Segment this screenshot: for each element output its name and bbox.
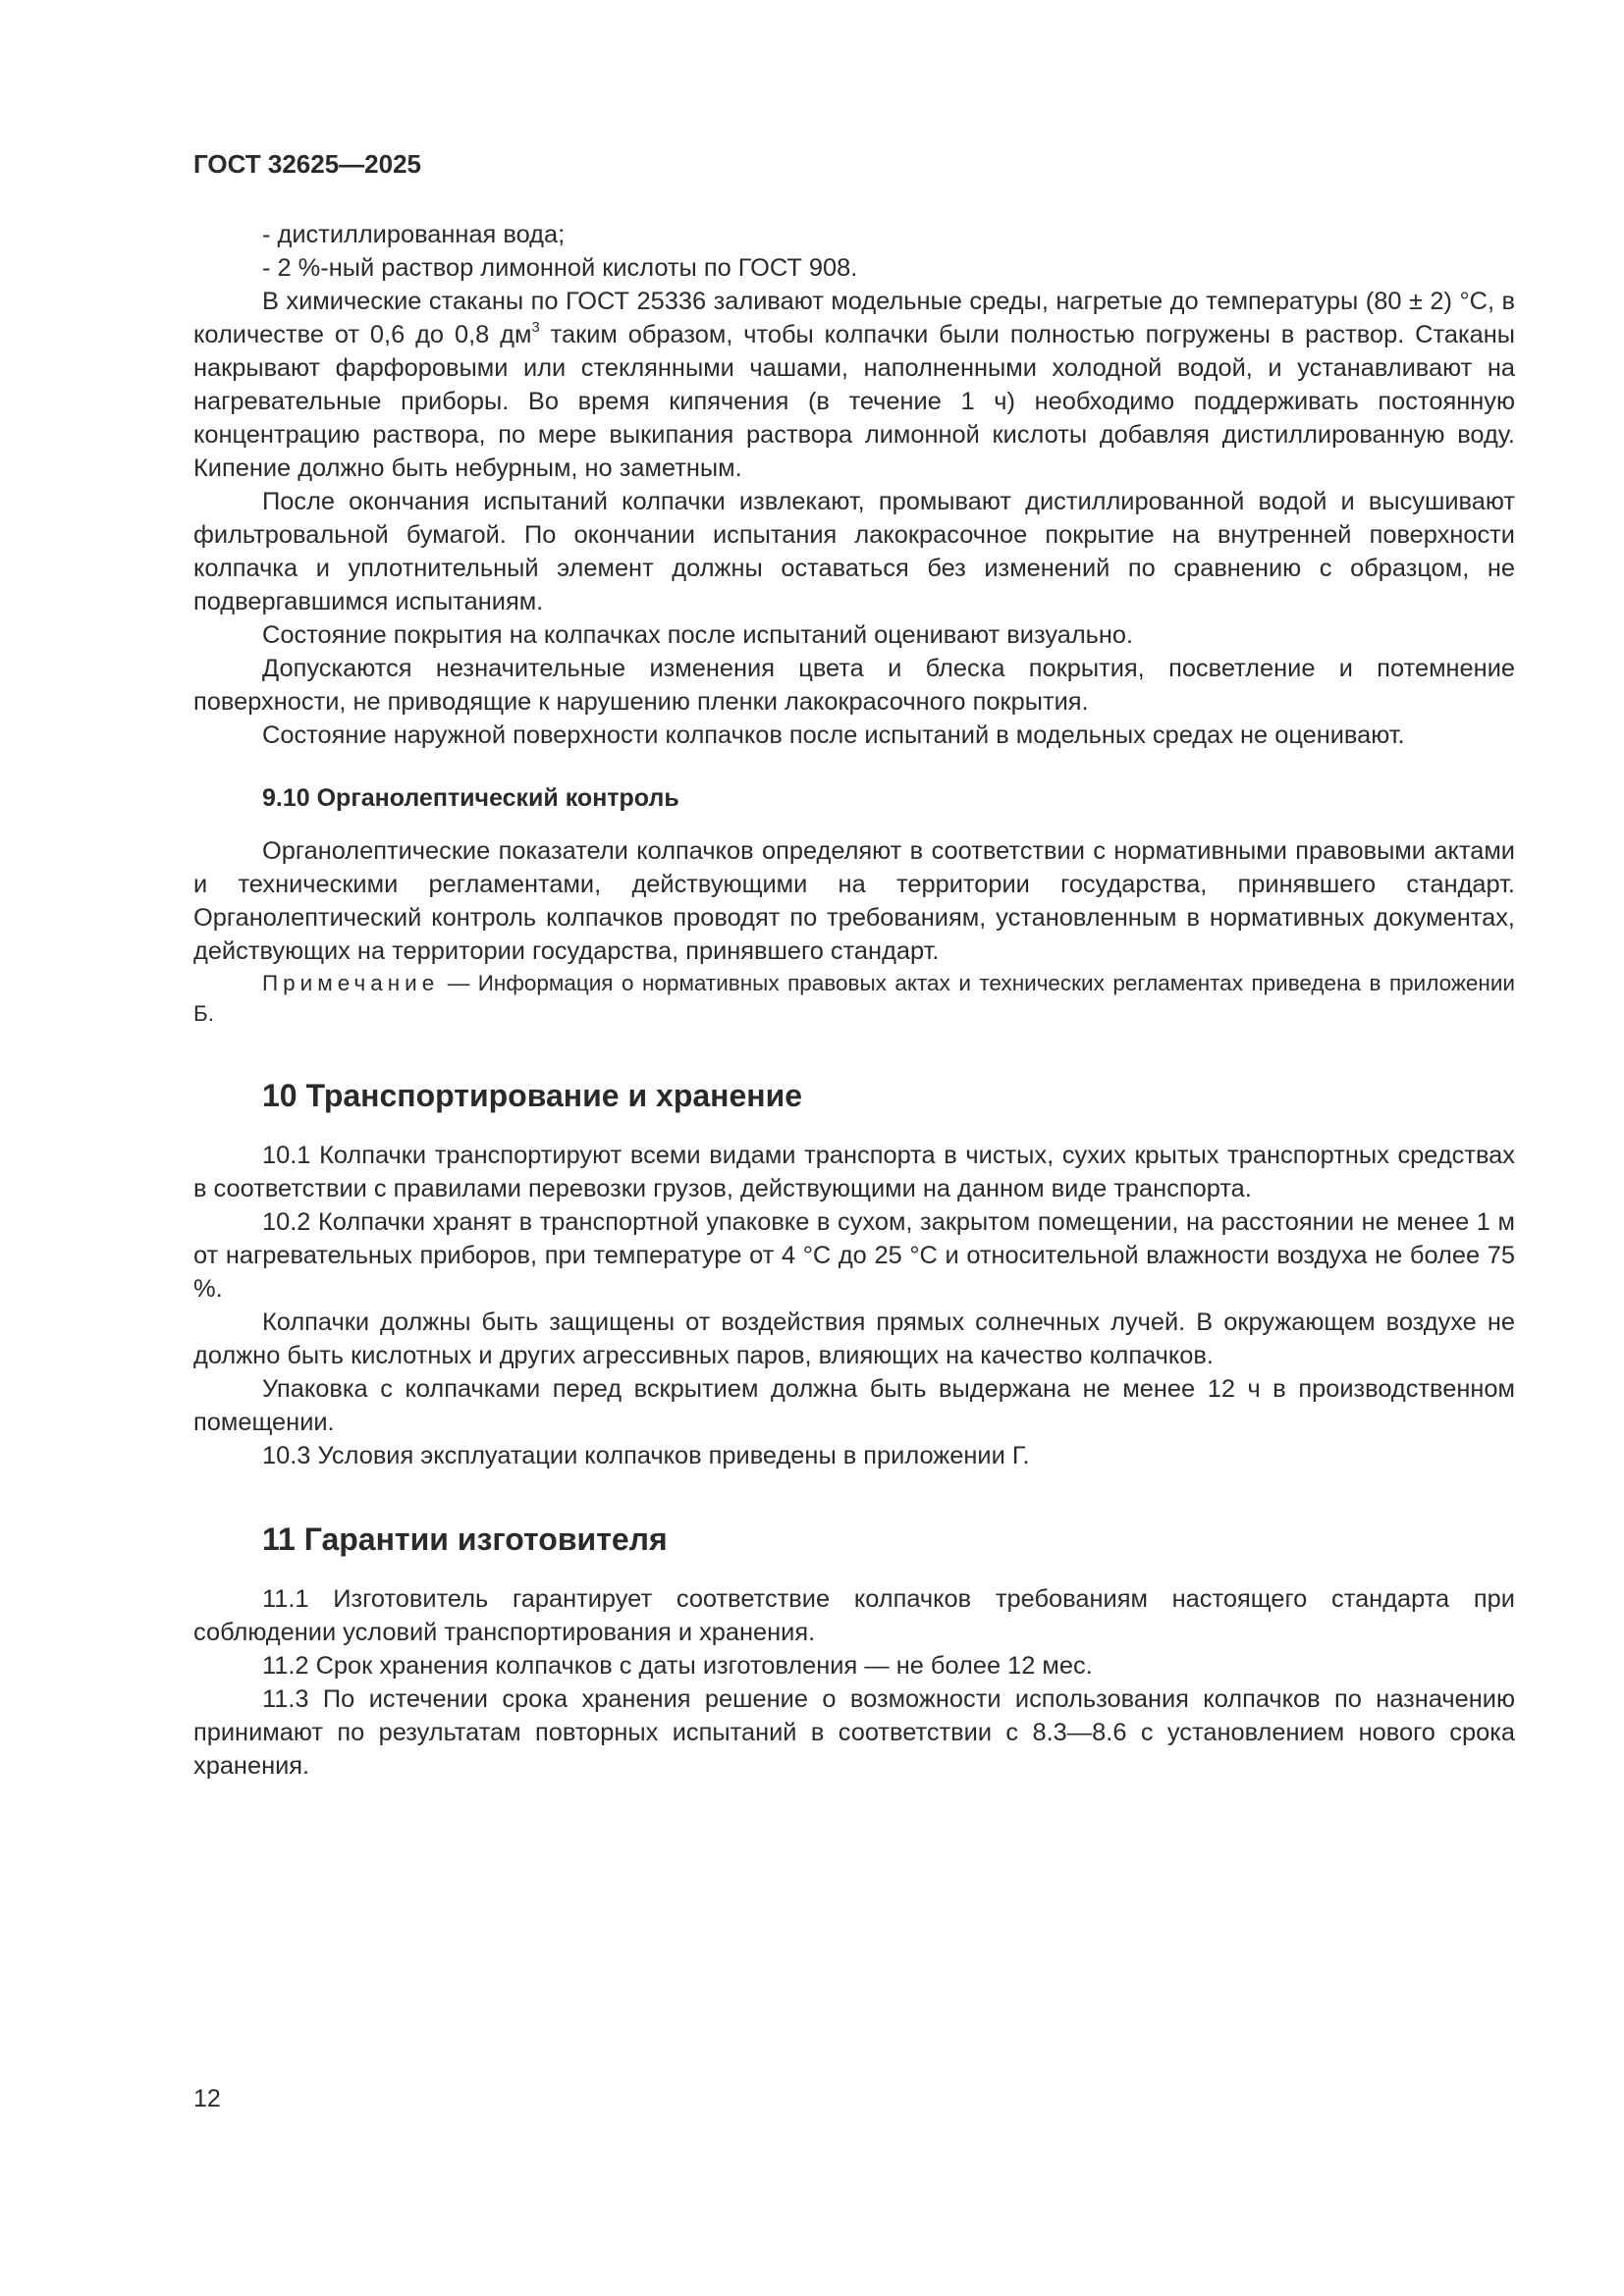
- paragraph-text: таким образом, чтобы колпачки были полностью погружены в раствор. Стаканы накрывают фарфоровыми или стеклянными чашами, наполненными холодной водой, и устанавливают на нагревательные приборы. Во время кипячения (в течение 1 ч) необходимо поддерживать постоянную концентрацию раствора, по мере выкипания раствора лимонной кислоты добавляя дистиллированную воду. Кипение должно быть небурным, но заметным.: [193, 321, 1516, 482]
- section-paragraph: 11.1 Изготовитель гарантирует соответствие колпачков требованиям настоящего стандарта при соблюдении условий транспортирования и хранения.: [193, 1585, 1515, 1646]
- paragraph-organoleptic: Органолептические показатели колпачков определяют в соответствии с нормативными правовыми актами и техническими регламентами, действующими на территории государства, принявшего стандарт. Органолептический контроль колпачков проводят по требованиям, установленным в нормативных документах, действующих на территории государства, принявшего стандарт.: [193, 837, 1515, 965]
- section-paragraph: 10.3 Условия эксплуатации колпачков приведены в приложении Г.: [262, 1442, 1030, 1469]
- section-title: 11 Гарантии изготовителя: [262, 1522, 668, 1557]
- paragraph-visual-check: Состояние покрытия на колпачках после испытаний оценивают визуально.: [262, 621, 1134, 649]
- section-paragraph: 10.1 Колпачки транспортируют всеми видами транспорта в чистых, сухих крытых транспортных средствах в соответствии с правилами перевозки грузов, действующими на данном виде транспорта.: [193, 1142, 1515, 1202]
- paragraph-test-procedure: [193, 285, 1515, 485]
- subsection-title: 9.10 Органолептический контроль: [262, 784, 679, 812]
- paragraph-outer-surface: Состояние наружной поверхности колпачков после испытаний в модельных средах не оценивают.: [262, 721, 1405, 749]
- document-code-header: ГОСТ 32625—2025: [193, 149, 421, 179]
- list-item: - дистиллированная вода;: [262, 221, 566, 248]
- note: [193, 968, 1515, 1029]
- note-label: Примечание: [262, 971, 440, 995]
- paragraph-allowed-changes: Допускаются незначительные изменения цвета и блеска покрытия, посветление и потемнение поверхности, не приводящие к нарушению пленки лакокрасочного покрытия.: [193, 655, 1515, 716]
- page-content: [193, 218, 1515, 1783]
- page-number: 12: [193, 2085, 221, 2112]
- section-paragraph: 11.2 Срок хранения колпачков с даты изготовления — не более 12 мес.: [262, 1652, 1093, 1680]
- section-paragraph: Упаковка с колпачками перед вскрытием должна быть выдержана не менее 12 ч в производственном помещении.: [193, 1375, 1515, 1436]
- paragraph-after-test: После окончания испытаний колпачки извлекают, промывают дистиллированной водой и высушивают фильтровальной бумагой. По окончании испытания лакокрасочное покрытие на внутренней поверхности колпачка и уплотнительный элемент должны оставаться без изменений по сравнению с образцом, не подвергавшимся испытаниям.: [193, 488, 1515, 615]
- paragraph-text: В химические стаканы по ГОСТ 25336 заливают модельные среды, нагретые до температуры (80 ± 2) °С, в количестве от 0,6 до 0,8 дм: [193, 288, 1515, 348]
- section-title: 10 Транспортирование и хранение: [262, 1078, 803, 1113]
- section-paragraph: Колпачки должны быть защищены от воздействия прямых солнечных лучей. В окружающем воздухе не должно быть кислотных и других агрессивных паров, влияющих на качество колпачков.: [193, 1308, 1515, 1369]
- superscript: 3: [531, 318, 540, 336]
- section-paragraph: 10.2 Колпачки хранят в транспортной упаковке в сухом, закрытом помещении, на расстоянии не менее 1 м от нагревательных приборов, при температуре от 4 °С до 25 °С и относительной влажности воздуха не более 75 %.: [193, 1208, 1515, 1303]
- note-text: — Информация о нормативных правовых актах и технических регламентах приведена в приложении Б.: [193, 971, 1515, 1026]
- section-paragraph: 11.3 По истечении срока хранения решение о возможности использования колпачков по назначению принимают по результатам повторных испытаний в соответствии с 8.3—8.6 с установлением нового срока хранения.: [193, 1685, 1515, 1780]
- list-item: - 2 %-ный раствор лимонной кислоты по ГОСТ 908.: [262, 254, 858, 282]
